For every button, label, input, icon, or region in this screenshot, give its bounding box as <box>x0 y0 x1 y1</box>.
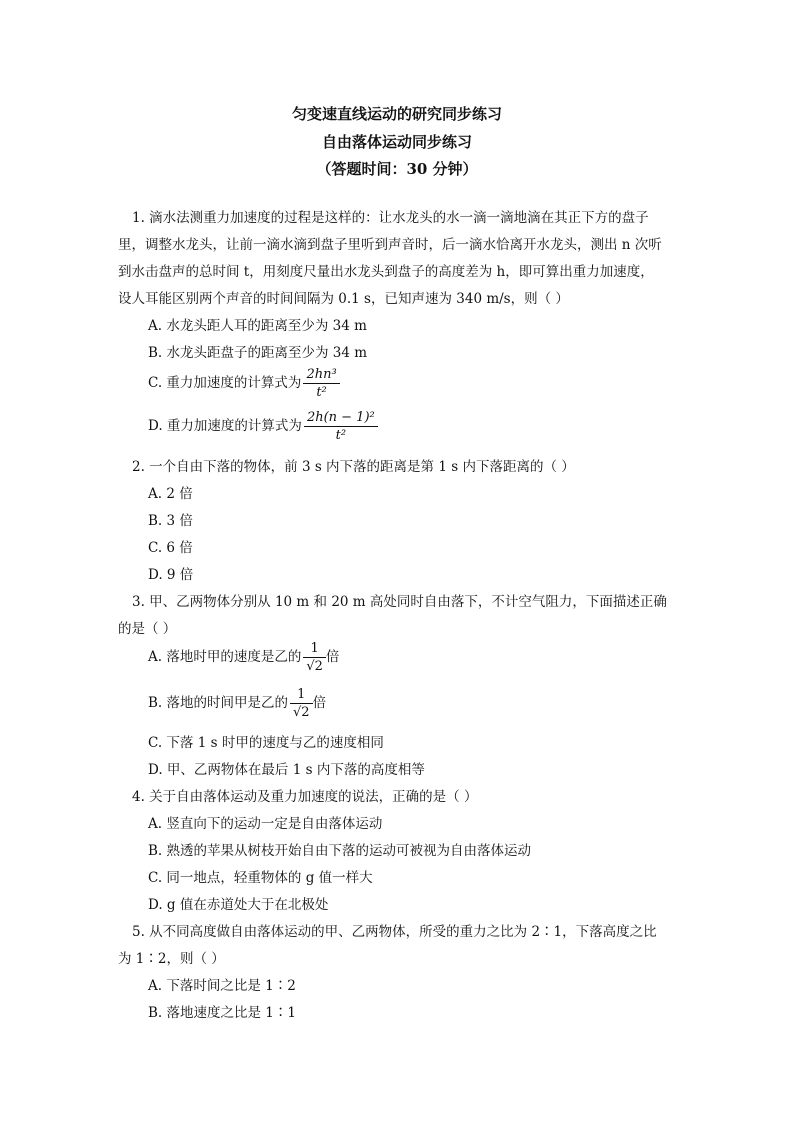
option-b-suffix: 倍 <box>312 695 327 711</box>
question-1-option-b: B. 水龙头距盘子的距离至少为 34 m <box>148 345 368 361</box>
question-4-option-a: A. 竖直向下的运动一定是自由落体运动 <box>148 816 383 832</box>
option-d-formula <box>304 409 378 444</box>
question-4-line-1: 4. 关于自由落体运动及重力加速度的说法，正确的是（ ） <box>132 789 478 805</box>
time-limit-note: （答题时间：30 分钟） <box>316 160 478 178</box>
formula-numerator: 2hn³ <box>306 367 337 382</box>
fraction-denominator: √2 <box>290 703 313 721</box>
question-1-line-4: 设人耳能区别两个声音的时间间隔为 0.1 s，已知声速为 340 m/s，则（ ） <box>118 291 569 307</box>
formula-denominator: t² <box>303 383 339 401</box>
question-2-option-a: A. 2 倍 <box>148 486 193 502</box>
question-1-option-a: A. 水龙头距人耳的距离至少为 34 m <box>148 318 367 334</box>
question-3-option-c: C. 下落 1 s 时甲的速度与乙的速度相同 <box>148 735 384 751</box>
option-a-text: A. 落地时甲的速度是乙的 <box>148 649 302 665</box>
option-b-text: B. 落地的时间甲是乙的 <box>148 695 289 711</box>
question-5-line-2: 为 1∶2，则（ ） <box>118 951 225 967</box>
question-1-line-1: 1. 滴水法测重力加速度的过程是这样的：让水龙头的水一滴一滴地滴在其正下方的盘子 <box>132 210 649 226</box>
formula-numerator: 2h(n − 1)² <box>306 410 375 425</box>
question-5-option-b: B. 落地速度之比是 1∶1 <box>148 1005 296 1021</box>
question-3-line-1: 3. 甲、乙两物体分别从 10 m 和 20 m 高处同时自由落下，不计空气阻力，下面描述正确 <box>132 594 667 610</box>
option-a-suffix: 倍 <box>325 649 340 665</box>
document-title: 匀变速直线运动的研究同步练习 <box>291 105 502 123</box>
question-3-option-b <box>148 686 326 721</box>
question-2-option-c: C. 6 倍 <box>148 540 193 556</box>
question-3-option-a <box>148 640 339 675</box>
option-d-text: D. 重力加速度的计算式为 <box>148 418 302 434</box>
question-5-option-a: A. 下落时间之比是 1∶2 <box>148 978 296 994</box>
option-b-fraction <box>290 686 313 721</box>
question-2-option-b: B. 3 倍 <box>148 513 193 529</box>
formula-denominator: t² <box>304 426 378 444</box>
option-a-fraction <box>303 640 326 675</box>
question-1-line-2: 里，调整水龙头，让前一滴水滴到盘子里听到声音时，后一滴水恰离开水龙头，测出 n 次听 <box>118 237 662 253</box>
fraction-numerator: 1 <box>297 687 306 702</box>
question-1-line-3: 到水击盘声的总时间 t，用刻度尺量出水龙头到盘子的高度差为 h，即可算出重力加速度， <box>118 264 654 280</box>
option-c-text: C. 重力加速度的计算式为 <box>148 375 302 391</box>
question-4-option-c: C. 同一地点，轻重物体的 g 值一样大 <box>148 870 373 886</box>
option-c-formula <box>303 366 339 401</box>
question-3-option-d: D. 甲、乙两物体在最后 1 s 内下落的高度相等 <box>148 762 425 778</box>
question-4-option-d: D. g 值在赤道处大于在北极处 <box>148 897 329 913</box>
fraction-denominator: √2 <box>303 657 326 675</box>
question-1-option-c <box>148 366 340 401</box>
question-3-line-2: 的是（ ） <box>118 621 177 637</box>
document-subtitle: 自由落体运动同步练习 <box>321 133 472 151</box>
fraction-numerator: 1 <box>310 641 319 656</box>
question-1-option-d <box>148 409 378 444</box>
question-4-option-b: B. 熟透的苹果从树枝开始自由下落的运动可被视为自由落体运动 <box>148 843 532 859</box>
question-2-option-d: D. 9 倍 <box>148 567 194 583</box>
question-2-line-1: 2. 一个自由下落的物体，前 3 s 内下落的距离是第 1 s 内下落距离的（ ） <box>132 459 575 475</box>
question-5-line-1: 5. 从不同高度做自由落体运动的甲、乙两物体，所受的重力之比为 2∶1，下落高度之比 <box>132 924 657 940</box>
